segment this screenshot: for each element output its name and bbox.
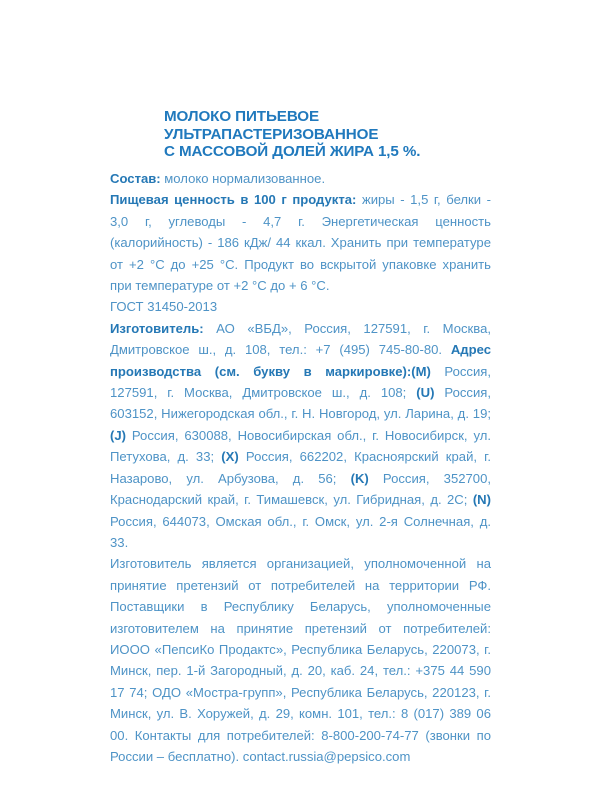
product-title-line-1: МОЛОКО ПИТЬЕВОЕ	[164, 108, 320, 125]
standard-text: ГОСТ 31450-2013	[110, 299, 218, 315]
manufacturer-value: АО «ВБД», Россия, 127591, г. Москва, Дмитровское ш., д. 108, тел.: +7 (495) 745-80-80.	[110, 320, 491, 358]
standard-paragraph	[110, 296, 491, 317]
site-address-n: Россия, 644073, Омская обл., г. Омск, ул. 2-я Солнечная, д. 33.	[110, 513, 491, 550]
site-address-k: Россия, 352700, Краснодарский край, г. Тимашевск, ул. Гибридная, д. 2С;	[110, 470, 491, 508]
composition-paragraph	[110, 168, 491, 189]
claims-paragraph: Изготовитель является организацией, уполномоченной на принятие претензий от потребителей на территории РФ. Поставщики в Республику Беларусь, уполномоченные изготовителем на принятие претензий от потребителей: ИООО «ПепсиКо Продактс», Республика Беларусь, 220073, г. Минск, пер. 1-й Загородный, д. 20, каб. 24, тел.: +375 44 590 17 74; ОДО «Мостра-групп», Республика Беларусь, 220123, г. Минск, ул. В. Хоружей, д. 29, комн. 101, тел.: 8 (017) 389 06 00. Контакты для потребителей: 8-800-200-74-77 (звонки по России – бесплатно). contact.russia@pepsico.com	[110, 556, 491, 764]
nutrition-value: жиры - 1,5 г, белки - 3,0 г, углеводы - 4,7 г. Энергетическая ценность (калорийность) - 186 кДж/ 44 ккал. Хранить при температуре от +2 °С до +25 °С. Продукт во вскрытой упаковке хранить при температуре от +2 °С до + 6 °С.	[110, 192, 491, 294]
manufacturer-paragraph	[110, 318, 491, 553]
site-code-j: (J)	[110, 427, 127, 443]
nutrition-paragraph	[110, 189, 491, 296]
site-address-m: Россия, 127591, г. Москва, Дмитровское ш., д. 108;	[110, 363, 491, 401]
product-title-line-3: С МАССОВОЙ ДОЛЕЙ ЖИРА 1,5 %.	[164, 143, 421, 160]
composition-label: Состав:	[110, 171, 161, 186]
label-info-column	[110, 168, 491, 767]
site-address-u: Россия, 603152, Нижегородская обл., г. Н. Новгород, ул. Ларина, д. 19;	[110, 385, 491, 422]
composition-value: молоко нормализованное.	[160, 171, 326, 186]
site-code-n: (N)	[472, 492, 491, 508]
page-title	[164, 108, 494, 161]
product-title-line-2: УЛЬТРАПАСТЕРИЗОВАННОЕ	[164, 125, 379, 143]
site-address-j: Россия, 630088, Новосибирская обл., г. Новосибирск, ул. Петухова, д. 33;	[110, 427, 491, 465]
site-code-x: (X)	[221, 449, 239, 465]
production-address-label: Адрес производства (см. букву в маркировке):	[110, 342, 491, 379]
site-code-m: (M)	[411, 363, 431, 379]
nutrition-label: Пищевая ценность в 100 г продукта:	[110, 192, 357, 208]
site-code-k: (K)	[350, 470, 369, 486]
site-address-x: Россия, 662202, Красноярский край, г. Назарово, ул. Арбузова, д. 56;	[110, 449, 491, 486]
manufacturer-label: Изготовитель:	[110, 320, 204, 336]
site-code-u: (U)	[416, 385, 435, 401]
